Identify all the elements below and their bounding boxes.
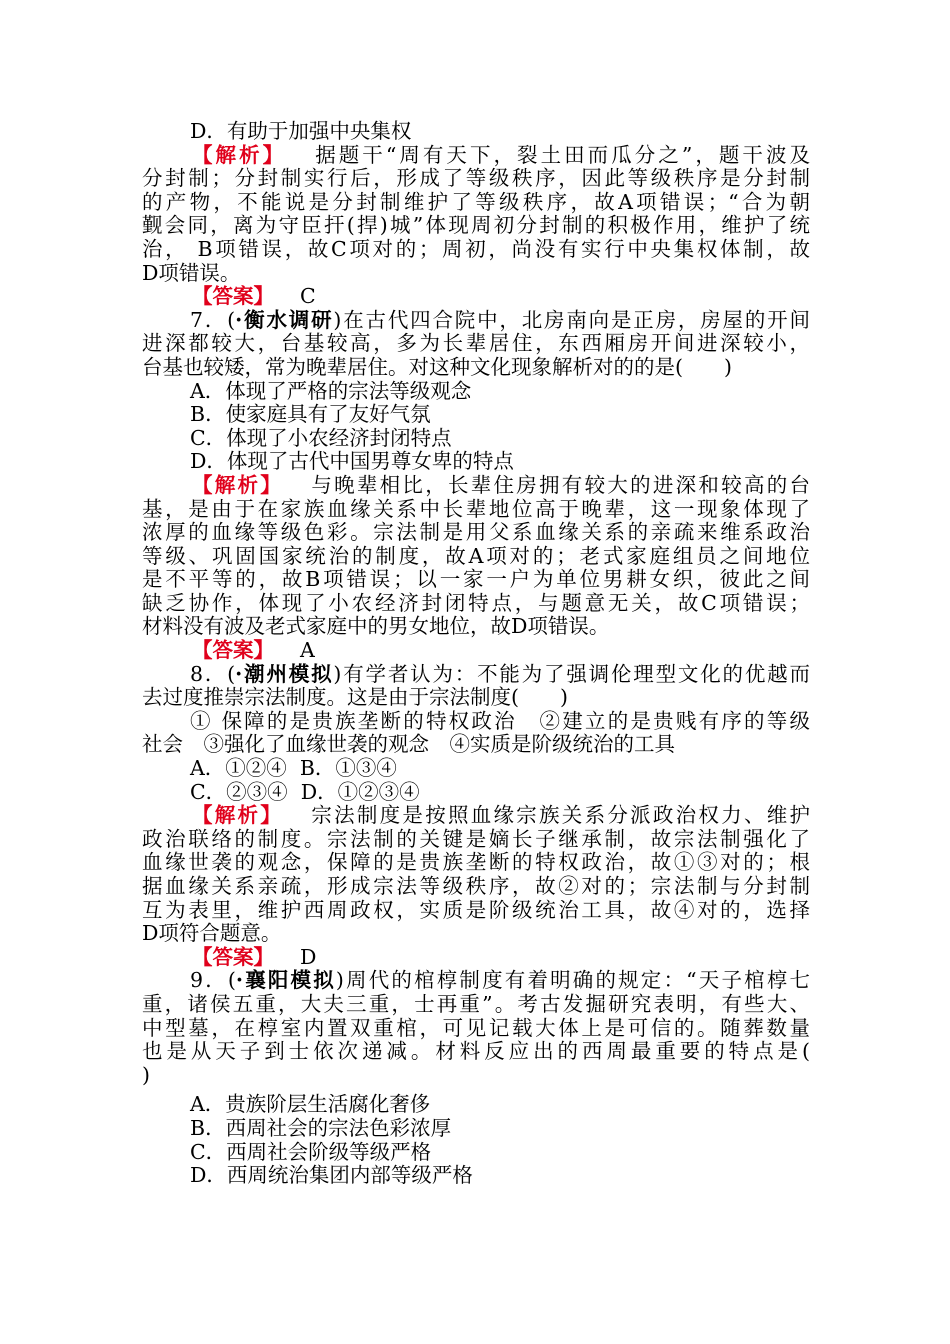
q9-stem-line: 重，诸侯五重，大夫三重，士再重”。考古发掘研究表明，有些大、 [142,991,810,1016]
q7-analysis-line: 材料没有波及老式家庭中的男女地位，故D项错误。 [142,614,610,639]
q8-items-line: 社会 ③强化了血缘世袭的观念 ④实质是阶级统治的工具 [142,732,675,757]
q7-analysis-first-line [142,474,810,498]
q8-items-line: ① 保障的是贵族垄断的特权政治 ②建立的是贵贱有序的等级 [190,708,810,733]
q6-analysis-line: 的产物，不能说是分封制维护了等级秩序，故A项错误；“合为朝 [142,189,810,214]
q6-answer-value: C [300,284,316,309]
q8-analysis-line: 据血缘关系亲疏，形成宗法等级秩序，故②对的；宗法制与分封制 [142,874,810,898]
q6-analysis-line: 治， B项错误，故C项对的；周初，尚没有实行中央集权体制，故 [142,236,810,261]
q6-analysis-tag: 【解析】 [192,142,287,167]
q6-analysis-line: 分封制；分封制实行后，形成了等级秩序，因此等级秩序是分封制 [142,166,810,191]
q8-source: ·潮州模拟 [235,661,334,686]
q9-stem-first-line [142,969,810,993]
q7-option: B．使家庭具有了友好气氛 [190,402,431,427]
q7-option: D．体现了古代中国男尊女卑的特点 [190,449,514,474]
q8-analysis-line: 政治联络的制度。宗法制的关键是嫡长子继承制，故宗法制强化了 [142,826,810,851]
q8-stem-line: 去过度推崇宗法制度。这是由于宗法制度( ) [142,685,568,710]
q7-stem-text: )在古代四合院中，北房南向是正房，房屋的开间 [333,307,810,332]
q7-analysis-line: 等级、巩固国家统治的制度，故A项对的；老式家庭组员之间地位 [142,543,810,568]
q9-option: D．西周统治集团内部等级严格 [190,1163,473,1188]
q7-stem-line: 台基也较矮，常为晚辈居住。对这种文化现象解析对的的是( ) [142,354,732,379]
q7-analysis-text: 与晚辈相比，长辈住房拥有较大的进深和较高的台 [309,472,810,497]
q8-analysis-first-line [142,804,810,828]
q8-number: 8．( [190,661,236,686]
q9-option: B．西周社会的宗法色彩浓厚 [190,1115,452,1140]
q7-analysis-line: 缺乏协作，体现了小农经济封闭特点，与题意无关，故C项错误； [142,590,810,615]
q9-number: 9．( [190,968,236,993]
q8-analysis-text: 宗法制度是按照血缘宗族关系分派政治权力、维护 [309,803,810,828]
q7-answer [142,639,810,663]
q8-answer-tag: 【答案】 [192,944,274,969]
q8-stem-text: )有学者认为：不能为了强调伦理型文化的优越而 [333,661,810,686]
q8-analysis-line: 血缘世袭的观念，保障的是贵族垄断的特权政治，故①③对的；根 [142,850,810,875]
q7-option: C．体现了小农经济封闭特点 [190,425,452,450]
q8-answer-value: D [300,944,317,969]
q8-stem-first-line [142,663,810,687]
q6-answer-tag: 【答案】 [192,284,274,309]
q8-analysis-line: D项符合题意。 [142,921,282,946]
q6-analysis-line: 觐会同，离为守臣扞(捍)城”体现周初分封制的积极作用，维护了统 [142,213,810,238]
q8-analysis-tag: 【解析】 [192,803,284,828]
q9-stem-text: )周代的棺椁制度有着明确的规定：“天子棺椁七 [335,968,810,993]
q6-analysis-text: 据题干“周有天下，裂土田而瓜分之”，题干波及 [312,142,811,167]
q7-analysis-line: 是不平等的，故B项错误；以一家一户为单位男耕女织，彼此之间 [142,567,810,592]
q6-analysis-line: D项错误。 [142,260,241,285]
q9-stem-line: 中型墓，在椁室内置双重棺，可见记载大体上是可信的。随葬数量 [142,1015,810,1040]
q7-answer-value: A [300,638,315,663]
q9-option: C．西周社会阶级等级严格 [190,1139,432,1164]
q9-stem-line: ) [142,1062,150,1087]
q7-number: 7．( [190,307,236,332]
q8-option: C．②③④ D．①②③④ [190,779,420,804]
q6-analysis-first-line [142,144,810,168]
q8-option: A．①②④ B．①③④ [190,756,397,781]
document-page [142,120,810,1188]
q6-option-d: D．有助于加强中央集权 [190,119,412,143]
q7-source: ·衡水调研 [235,307,334,332]
q8-analysis-line: 互为表里，维护西周政权，实质是阶级统治工具，故④对的，选择 [142,897,810,922]
q8-answer [142,946,810,970]
q9-source: ·襄阳模拟 [235,968,336,993]
q6-answer [142,285,810,309]
q9-option: A．贵族阶层生活腐化奢侈 [190,1092,431,1117]
q7-analysis-line: 浓厚的血缘等级色彩。宗法制是用父系血缘关系的亲疏来维系政治 [142,520,810,545]
q7-option: A．体现了严格的宗法等级观念 [190,378,472,403]
q7-analysis-tag: 【解析】 [192,472,284,497]
q7-analysis-line: 基，是由于在家族血缘关系中长辈地位高于晚辈，这一现象体现了 [142,496,810,521]
q7-stem-line: 进深都较大，台基较高，多为长辈居住，东西厢房开间进深较小， [142,331,810,356]
q7-answer-tag: 【答案】 [192,638,274,663]
q9-stem-line: 也是从天子到士依次递减。材料反应出的西周最重要的特点是( [142,1039,810,1064]
q7-stem-first-line [142,309,810,333]
